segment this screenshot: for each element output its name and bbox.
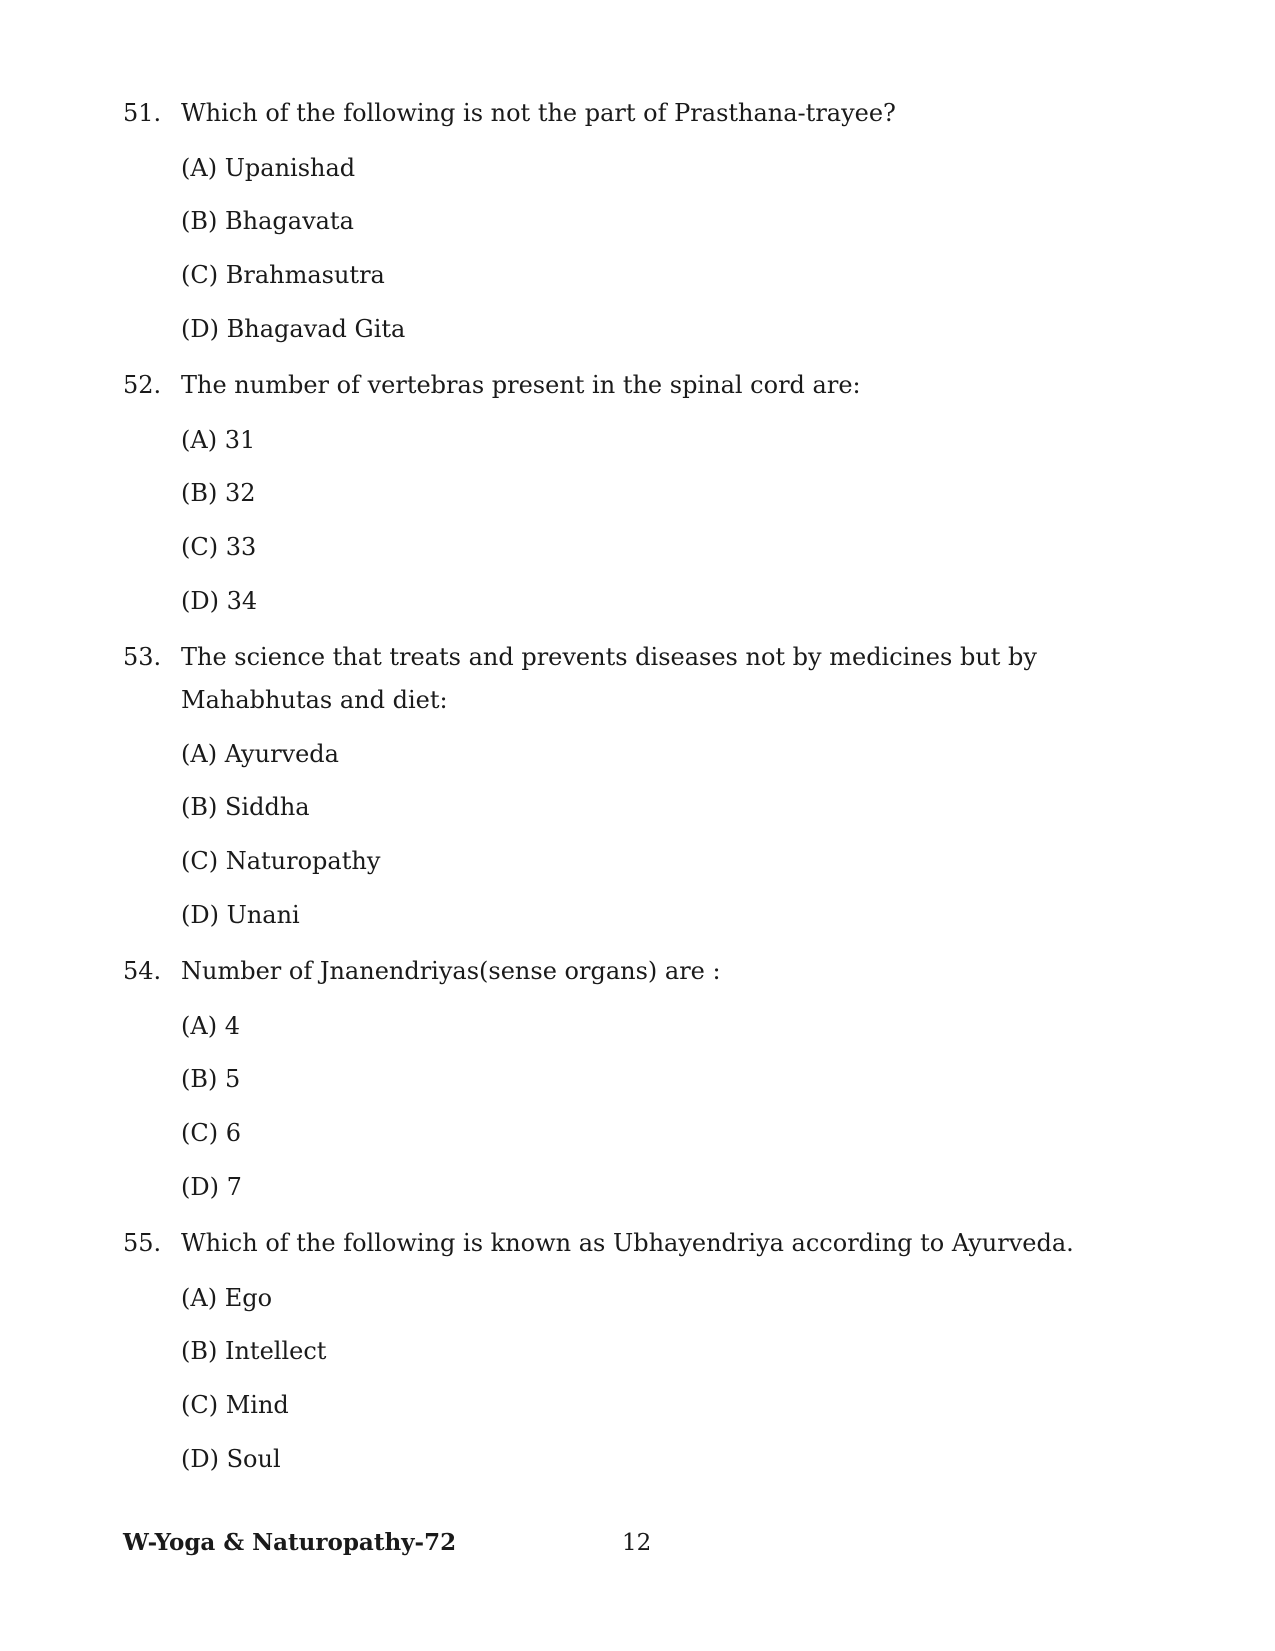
- question-text: Which of the following is known as Ubhayendriya according to Ayurveda.: [181, 1229, 1074, 1257]
- option-d: (D) Unani: [181, 901, 300, 929]
- option-a: (A) Ayurveda: [181, 740, 339, 768]
- option-c: (C) 6: [181, 1119, 241, 1147]
- option-b: (B) Siddha: [181, 793, 310, 821]
- option-c: (C) 33: [181, 533, 257, 561]
- question-text: The number of vertebras present in the spinal cord are:: [181, 371, 861, 399]
- question-number: 51.: [123, 99, 162, 127]
- option-d: (D) Soul: [181, 1445, 281, 1473]
- footer-paper-title: W-Yoga & Naturopathy-72: [123, 1529, 457, 1556]
- question-number: 52.: [123, 371, 162, 399]
- question-number: 55.: [123, 1229, 162, 1257]
- option-d: (D) Bhagavad Gita: [181, 315, 406, 343]
- question-text: The science that treats and prevents diseases not by medicines but by Mahabhutas and diet:: [181, 643, 1037, 714]
- option-b: (B) Intellect: [181, 1337, 327, 1365]
- page-number: 12: [622, 1530, 652, 1556]
- question-text: Number of Jnanendriyas(sense organs) are :: [181, 957, 721, 985]
- option-a: (A) 31: [181, 426, 256, 454]
- option-d: (D) 34: [181, 587, 258, 615]
- option-b: (B) 5: [181, 1065, 241, 1093]
- option-c: (C) Naturopathy: [181, 847, 381, 875]
- option-c: (C) Brahmasutra: [181, 261, 385, 289]
- option-b: (B) Bhagavata: [181, 207, 354, 235]
- question-number: 53.: [123, 643, 162, 671]
- option-d: (D) 7: [181, 1173, 242, 1201]
- option-a: (A) Upanishad: [181, 154, 356, 182]
- option-c: (C) Mind: [181, 1391, 289, 1419]
- option-b: (B) 32: [181, 479, 256, 507]
- question-number: 54.: [123, 957, 162, 985]
- option-a: (A) 4: [181, 1012, 240, 1040]
- option-a: (A) Ego: [181, 1284, 273, 1312]
- question-text: Which of the following is not the part of Prasthana-trayee?: [181, 99, 896, 127]
